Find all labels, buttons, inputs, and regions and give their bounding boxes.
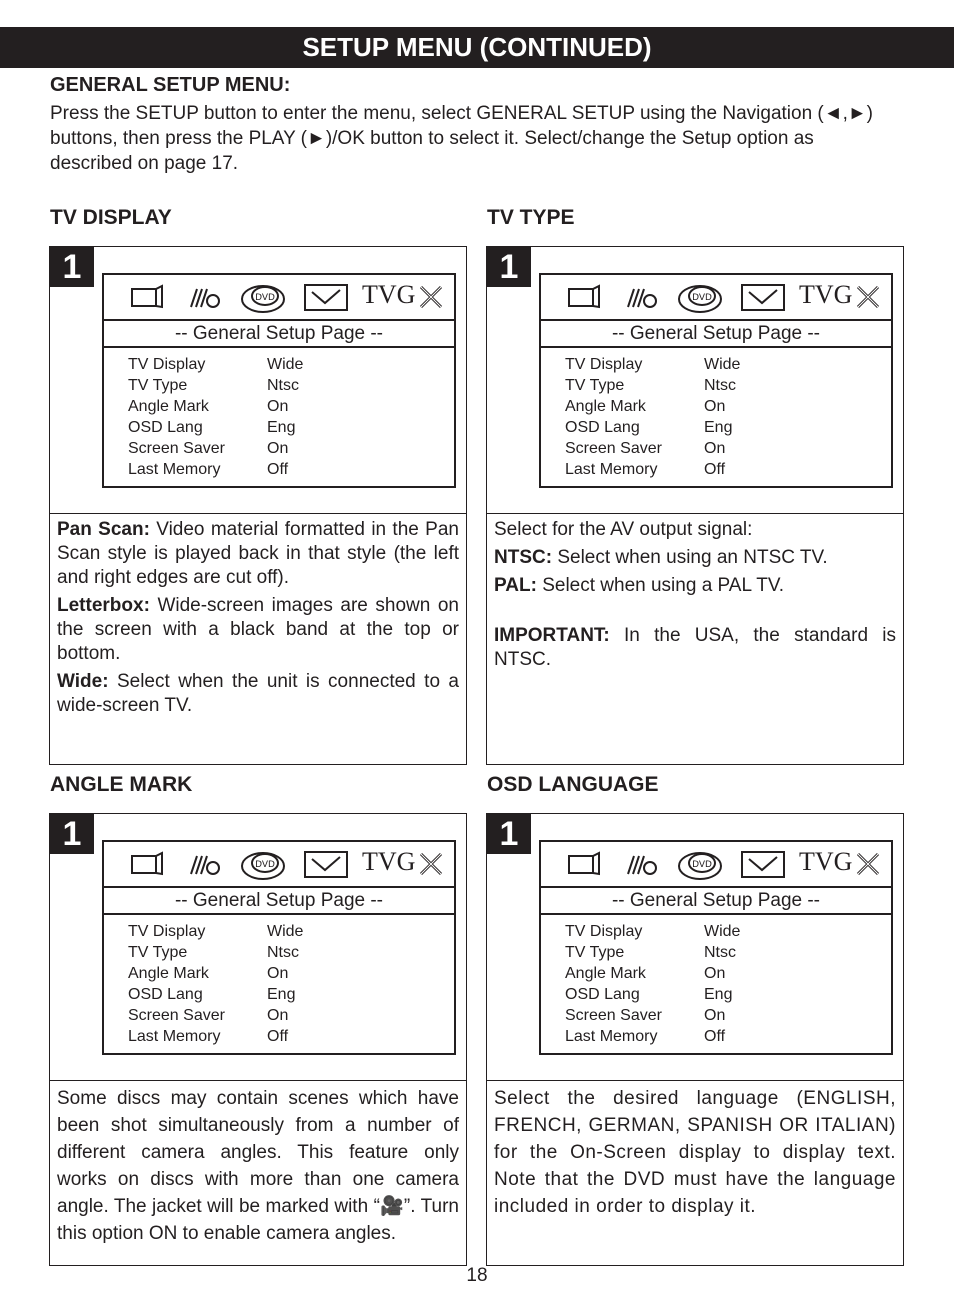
description-paragraph	[494, 624, 896, 672]
step-number-badge: 1	[50, 814, 94, 854]
setup-option-label: OSD Lang	[565, 986, 640, 1003]
section-description	[487, 514, 903, 672]
description-paragraph	[57, 670, 459, 718]
setup-option-label: Screen Saver	[128, 1007, 225, 1024]
setup-option-row	[128, 1005, 454, 1026]
setup-option-row	[128, 438, 454, 459]
setup-option-label: Angle Mark	[565, 398, 646, 415]
description-term: Wide:	[57, 671, 109, 692]
setup-option-value: Eng	[267, 419, 296, 436]
setup-option-label: Angle Mark	[565, 965, 646, 982]
audio-setup-icon	[624, 283, 660, 311]
exit-setup-icon	[854, 283, 882, 311]
osd-screen	[102, 273, 456, 488]
setup-option-label: TV Type	[565, 377, 625, 394]
setup-page-header: -- General Setup Page --	[541, 888, 891, 915]
setup-option-row	[565, 417, 891, 438]
description-text: In the USA, the standard is NTSC.	[494, 625, 896, 670]
setup-option-label: OSD Lang	[128, 419, 203, 436]
step-number-badge: 1	[50, 247, 94, 287]
step-number-badge: 1	[487, 247, 531, 287]
setup-option-row	[128, 459, 454, 480]
svg-text:DVD: DVD	[255, 293, 275, 303]
setup-option-row	[565, 375, 891, 396]
setup-option-value: On	[267, 965, 289, 982]
svg-text:DVD: DVD	[692, 293, 712, 303]
screen-area	[50, 814, 466, 1081]
setup-option-row	[128, 375, 454, 396]
setup-option-label: Screen Saver	[128, 440, 225, 457]
page-banner: SETUP MENU (CONTINUED)	[0, 27, 954, 68]
setup-option-row	[565, 459, 891, 480]
step-number-badge: 1	[487, 814, 531, 854]
setup-option-label: TV Display	[565, 923, 643, 940]
preference-setup-icon	[740, 283, 786, 313]
disc-setup-icon	[239, 850, 287, 882]
menu-icon-bar	[541, 275, 891, 321]
setup-option-value: Wide	[704, 923, 741, 940]
svg-text:DVD: DVD	[692, 860, 712, 870]
setup-option-value: On	[267, 398, 289, 415]
section-title-osd-language: OSD LANGUAGE	[487, 773, 659, 796]
tvg-label: TVG	[799, 847, 853, 876]
setup-option-value: On	[267, 1007, 289, 1024]
general-setup-heading: GENERAL SETUP MENU:	[50, 74, 291, 96]
setup-option-row	[565, 1026, 891, 1047]
setup-page-header: -- General Setup Page --	[541, 321, 891, 348]
section-description	[50, 1081, 466, 1247]
setup-options-list	[541, 348, 891, 480]
setup-option-label: TV Type	[128, 944, 188, 961]
description-text: Select the desired language (ENGLISH, FRENCH, GERMAN, SPANISH OR ITALIAN) for the On-Screen display to display text. Note that the DVD must have the language included in order to display it.	[494, 1088, 896, 1217]
description-term: IMPORTANT:	[494, 625, 610, 646]
description-term: Pan Scan:	[57, 519, 150, 540]
setup-option-row	[128, 1026, 454, 1047]
disc-setup-icon	[676, 850, 724, 882]
description-paragraph	[494, 546, 896, 570]
setup-option-label: Screen Saver	[565, 440, 662, 457]
menu-icon-bar	[104, 842, 454, 888]
description-term: PAL:	[494, 575, 537, 596]
setup-option-row	[565, 354, 891, 375]
setup-options-list	[104, 915, 454, 1047]
description-paragraph	[57, 518, 459, 590]
audio-setup-icon	[187, 850, 223, 878]
setup-option-value: Wide	[704, 356, 741, 373]
setup-option-value: On	[704, 965, 726, 982]
section-description	[487, 1081, 903, 1220]
setup-option-row	[565, 963, 891, 984]
setup-option-value: Eng	[704, 419, 733, 436]
exit-setup-icon	[417, 283, 445, 311]
setup-option-row	[128, 921, 454, 942]
setup-options-list	[541, 915, 891, 1047]
description-text: Video material formatted in the Pan Scan style is played back in that style (the left and right edges are cut off).	[57, 519, 459, 588]
svg-text:DVD: DVD	[255, 860, 275, 870]
exit-setup-icon	[417, 850, 445, 878]
setup-option-value: On	[704, 440, 726, 457]
disc-setup-icon	[239, 283, 287, 315]
menu-icon-bar	[541, 842, 891, 888]
tv-type-panel	[486, 246, 904, 765]
setup-page-header: -- General Setup Page --	[104, 321, 454, 348]
setup-option-row	[128, 942, 454, 963]
setup-option-value: Ntsc	[704, 377, 736, 394]
description-text: Wide-screen images are shown on the screen with a black band at the top or bottom.	[57, 595, 459, 664]
osd-screen	[102, 840, 456, 1055]
setup-option-row	[128, 354, 454, 375]
setup-page-header: -- General Setup Page --	[104, 888, 454, 915]
setup-option-label: TV Type	[128, 377, 188, 394]
section-title-tv-display: TV DISPLAY	[50, 206, 172, 229]
setup-option-row	[565, 1005, 891, 1026]
setup-option-label: OSD Lang	[128, 986, 203, 1003]
screen-area	[50, 247, 466, 514]
exit-setup-icon	[854, 850, 882, 878]
section-title-angle-mark: ANGLE MARK	[50, 773, 193, 796]
setup-option-value: On	[267, 440, 289, 457]
general-setup-icon	[130, 850, 166, 878]
preference-setup-icon	[303, 850, 349, 880]
setup-option-value: Off	[267, 1028, 289, 1045]
general-setup-icon	[130, 283, 166, 311]
tvg-label: TVG	[362, 847, 416, 876]
setup-option-value: Off	[704, 1028, 726, 1045]
setup-option-value: Ntsc	[267, 377, 299, 394]
description-term: NTSC:	[494, 547, 553, 568]
audio-setup-icon	[624, 850, 660, 878]
description-text: Select when the unit is connected to a wide-screen TV.	[57, 671, 459, 716]
description-paragraph	[494, 1085, 896, 1220]
general-setup-icon	[567, 850, 603, 878]
setup-option-label: Last Memory	[565, 461, 658, 478]
setup-option-value: Eng	[704, 986, 733, 1003]
osd-screen	[539, 840, 893, 1055]
osd-language-panel	[486, 813, 904, 1266]
setup-option-value: Wide	[267, 923, 304, 940]
setup-option-label: TV Display	[128, 356, 206, 373]
setup-option-row	[128, 984, 454, 1005]
preference-setup-icon	[740, 850, 786, 880]
setup-option-label: Angle Mark	[128, 398, 209, 415]
setup-option-value: On	[704, 398, 726, 415]
description-paragraph	[494, 574, 896, 598]
setup-option-row	[565, 984, 891, 1005]
setup-option-value: Off	[704, 461, 726, 478]
page-number: 18	[466, 1265, 488, 1286]
description-paragraph	[57, 1085, 459, 1247]
description-term: Letterbox:	[57, 595, 150, 616]
angle-mark-panel	[49, 813, 467, 1266]
setup-option-row	[565, 921, 891, 942]
audio-setup-icon	[187, 283, 223, 311]
description-text: Some discs may contain scenes which have been shot simultaneously from a number of different camera angles. This feature only works on discs with more than one camera angle. The jacket will be marked with “🎥”. Turn this option ON to enable camera angles.	[57, 1088, 459, 1244]
description-text: Select when using an NTSC TV.	[552, 547, 828, 568]
setup-option-label: TV Type	[565, 944, 625, 961]
setup-option-row	[565, 396, 891, 417]
intro-paragraph: Press the SETUP button to enter the menu, select GENERAL SETUP using the Navigation (◄,►) buttons, then press the PLAY (►)/OK button to select it. Select/change the Setup option as described on page 17.	[50, 103, 873, 174]
menu-icon-bar	[104, 275, 454, 321]
setup-option-label: Angle Mark	[128, 965, 209, 982]
setup-option-label: OSD Lang	[565, 419, 640, 436]
osd-screen	[539, 273, 893, 488]
setup-option-value: Off	[267, 461, 289, 478]
setup-option-value: Eng	[267, 986, 296, 1003]
description-paragraph	[57, 594, 459, 666]
setup-option-value: Ntsc	[704, 944, 736, 961]
screen-area	[487, 247, 903, 514]
setup-option-label: Last Memory	[128, 1028, 221, 1045]
setup-options-list	[104, 348, 454, 480]
description-text: Select for the AV output signal:	[494, 519, 753, 540]
preference-setup-icon	[303, 283, 349, 313]
setup-option-label: TV Display	[565, 356, 643, 373]
disc-setup-icon	[676, 283, 724, 315]
section-description	[50, 514, 466, 718]
setup-option-row	[565, 942, 891, 963]
section-title-tv-type: TV TYPE	[487, 206, 575, 229]
general-setup-icon	[567, 283, 603, 311]
description-text: Select when using a PAL TV.	[536, 575, 785, 596]
description-paragraph	[494, 518, 896, 542]
setup-option-row	[128, 963, 454, 984]
setup-option-row	[128, 417, 454, 438]
setup-option-row	[565, 438, 891, 459]
setup-option-row	[128, 396, 454, 417]
setup-option-label: Last Memory	[565, 1028, 658, 1045]
setup-option-label: TV Display	[128, 923, 206, 940]
setup-option-value: On	[704, 1007, 726, 1024]
tv-display-panel	[49, 246, 467, 765]
setup-option-label: Screen Saver	[565, 1007, 662, 1024]
setup-option-value: Wide	[267, 356, 304, 373]
tvg-label: TVG	[799, 280, 853, 309]
tvg-label: TVG	[362, 280, 416, 309]
setup-option-label: Last Memory	[128, 461, 221, 478]
screen-area	[487, 814, 903, 1081]
setup-option-value: Ntsc	[267, 944, 299, 961]
